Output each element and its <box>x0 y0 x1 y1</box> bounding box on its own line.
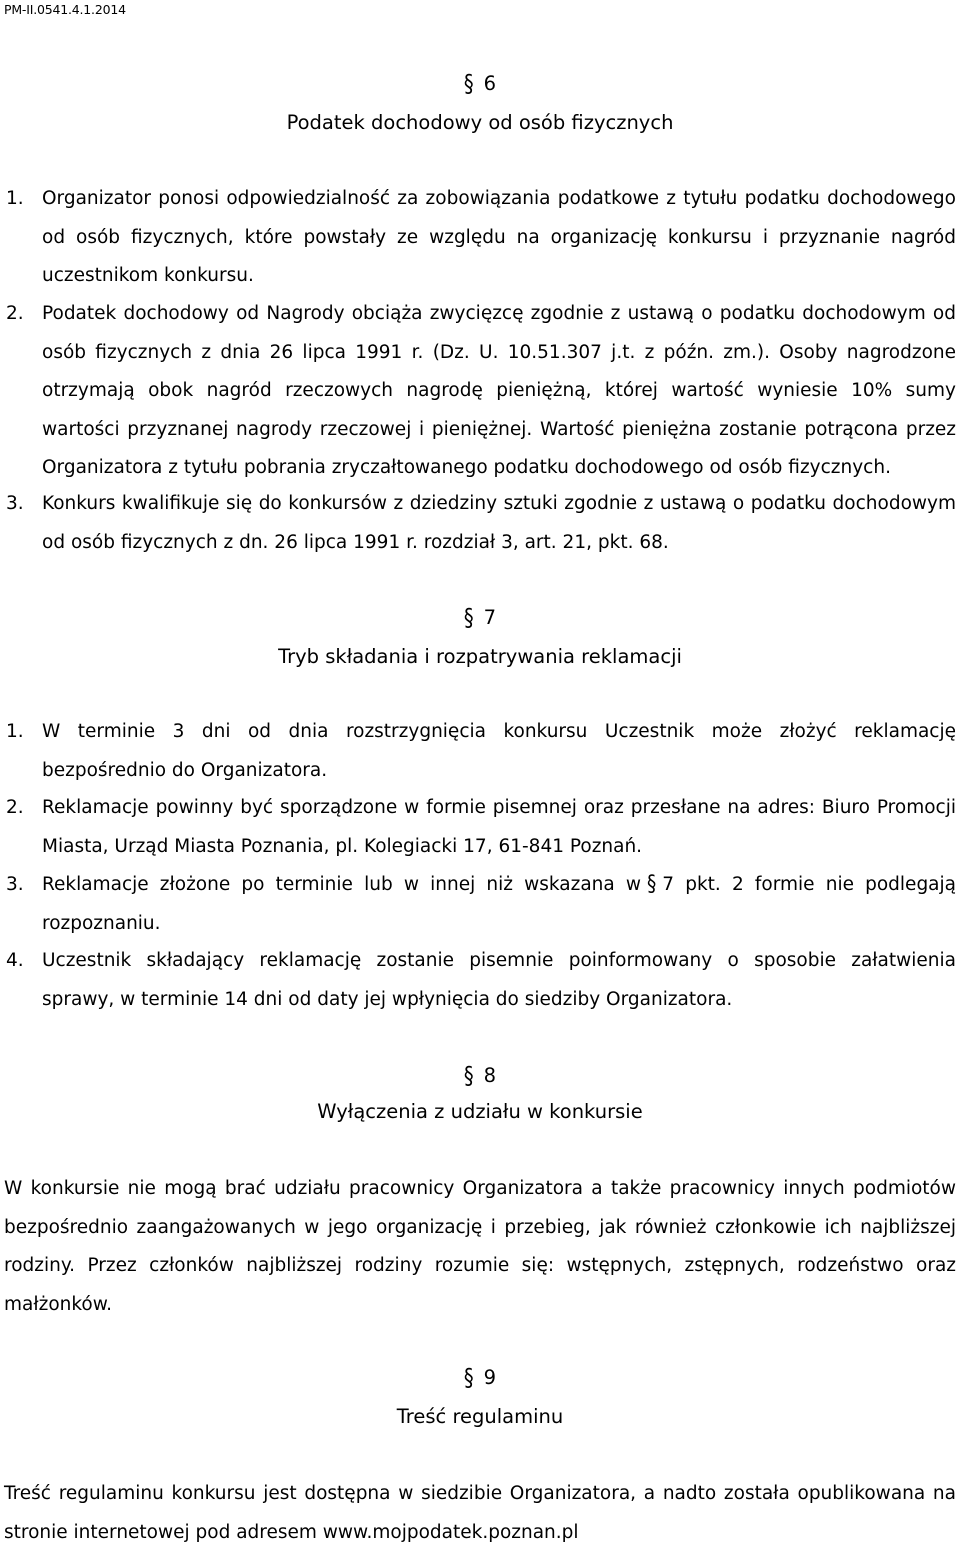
section-6-item-3: 3. Konkurs kwalifikuje się do konkursów z dziedziny sztuki zgodnie z ustawą o podatku dochodowym od osób fizycznych z dn. 26 lipca 1991 r. rozdział 3, art. 21, pkt. 68. <box>6 493 956 553</box>
section-8-title: Wyłączenia z udziału w konkursie <box>317 1100 643 1123</box>
paragraph-sign-icon: § <box>463 1363 474 1392</box>
section-8-number: § 8 <box>463 1061 497 1090</box>
paragraph-sign-icon: § <box>463 603 474 632</box>
section-8-body: W konkursie nie mogą brać udziału pracownicy Organizatora a także pracownicy innych podmiotów bezpośrednio zaangażowanych w jego organizację i przebieg, jak również członkowie ich najbliższej rodziny. Przez członków najbliższej rodziny rozumie się: wstępnych, zstępnych, rodzeństwo oraz małżonków. <box>4 1178 956 1315</box>
section-7-number: § 7 <box>463 603 497 632</box>
section-6-title: Podatek dochodowy od osób fizycznych <box>286 111 674 134</box>
section-7-title: Tryb składania i rozpatrywania reklamacji <box>278 645 682 668</box>
section-9-title: Treść regulaminu <box>396 1405 564 1428</box>
paragraph-sign-icon: § <box>463 1061 474 1090</box>
document-id: PM-II.0541.4.1.2014 <box>4 2 126 17</box>
section-6-item-1: 1. Organizator ponosi odpowiedzialność za zobowiązania podatkowe z tytułu podatku dochodowego od osób fizycznych, które powstały ze względu na organizację konkursu i przyznanie nagród uczestnikom konkursu. <box>6 188 956 286</box>
section-7-item-3: 3. Reklamacje złożone po terminie lub w innej niż wskazana w § 7 pkt. 2 formie nie podlegają rozpoznaniu. <box>42 866 956 943</box>
section-6-item-2: 2. Podatek dochodowy od Nagrody obciąża zwycięzcę zgodnie z ustawą o podatku dochodowym od osób fizycznych z dnia 26 lipca 1991 r. (Dz. U. 10.51.307 j.t. z późn. zm.). Osoby nagrodzone otrzymają obok nagród rzeczowych nagrodę pieniężną, której wartość wyniesie 10% sumy wartości przyznanej nagrody rzeczowej i pieniężnej. Wartość pieniężna zostanie potrącona przez Organizatora z tytułu pobrania zryczałtowanego podatku dochodowego od osób fizycznych. <box>6 303 956 478</box>
section-9-body: Treść regulaminu konkursu jest dostępna w siedzibie Organizatora, a nadto została opublikowana na stronie internetowej pod adresem www.mojpodatek.poznan.pl <box>4 1483 956 1543</box>
section-6-number: § 6 <box>463 69 497 98</box>
section-7-item-1: 1. W terminie 3 dni od dnia rozstrzygnięcia konkursu Uczestnik może złożyć reklamację bezpośrednio do Organizatora. <box>6 721 956 781</box>
paragraph-sign-icon: § <box>463 69 474 98</box>
section-7-item-2: 2. Reklamacje powinny być sporządzone w formie pisemnej oraz przesłane na adres: Biuro Promocji Miasta, Urząd Miasta Poznania, pl. Kolegiacki 17, 61-841 Poznań. <box>6 797 956 857</box>
section-7-item-4: 4. Uczestnik składający reklamację zostanie pisemnie poinformowany o sposobie załatwienia sprawy, w terminie 14 dni od daty jej wpłynięcia do siedziby Organizatora. <box>6 950 956 1010</box>
section-9-number: § 9 <box>463 1363 497 1392</box>
paragraph-sign-icon: § <box>647 871 657 897</box>
